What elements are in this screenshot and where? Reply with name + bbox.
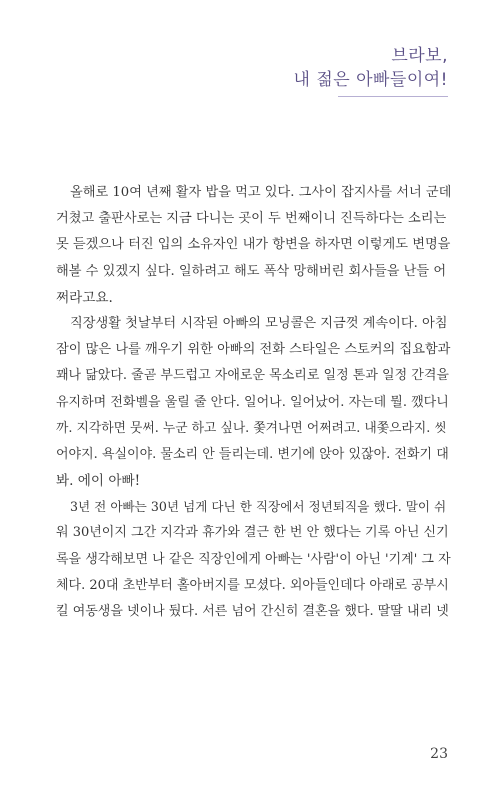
- page-number: 23: [430, 746, 448, 762]
- paragraph-1-line-2: 거쳤고 출판사로는 지금 다니는 곳이 두 번째이니 진득하다는 소리는: [56, 211, 447, 227]
- paragraph-1-line-3: 못 듣겠으나 터진 입의 소유자인 내가 항변을 하자면 이렇게도 변명을: [56, 237, 451, 253]
- paragraph-3-line-1: 3년 전 아빠는 30년 넘게 다닌 한 직장에서 정년퇴직을 했다. 말이 쉬: [70, 499, 447, 515]
- paragraph-2-line-2: 잠이 많은 나를 깨우기 위한 아빠의 전화 스타일은 스토커의 집요함과: [56, 342, 451, 358]
- paragraph-2-line-5: 까. 지각하면 뭇써. 누군 하고 싶나. 쫓겨나면 어쩌려고. 내쫓으라지. 씻: [56, 420, 447, 436]
- paragraph-3-line-2: 워 30년이지 그간 지각과 휴가와 결근 한 번 안 했다는 기록 아닌 신기: [56, 525, 449, 541]
- paragraph-2-line-4: 유지하며 전화벨을 울릴 줄 안다. 일어나. 일어났어. 자는데 뭘. 깼다니: [56, 394, 449, 410]
- paragraph-2-line-7: 봐. 에이 아빠!: [56, 473, 141, 490]
- paragraph-3-line-3: 록을 생각해보면 나 같은 직장인에게 아빠는 '사람'이 아닌 '기계' 그 자: [56, 551, 451, 567]
- paragraph-1-line-4: 해볼 수 있겠지 싶다. 일하려고 해도 폭삭 망해버린 회사들을 난들 어: [56, 263, 447, 279]
- paragraph-3-line-4: 체다. 20대 초반부터 홀아버지를 모셨다. 외아들인데다 아래로 공부시: [56, 577, 449, 593]
- paragraph-2-line-1: 직장생활 첫날부터 시작된 아빠의 모닝콜은 지금껏 계속이다. 아침: [70, 315, 448, 331]
- paragraph-2-line-6: 어야지. 욕실이야. 물소리 안 들리는데. 변기에 앉아 있잖아. 전화기 대: [56, 446, 449, 462]
- paragraph-3-line-5: 킬 여동생을 넷이나 뒀다. 서른 넘어 간신히 결혼을 했다. 딸딸 내리 넷: [56, 604, 449, 619]
- body-text: [56, 180, 451, 625]
- paragraph-2-line-3: 꽤나 닮았다. 줄곧 부드럽고 자애로운 목소리로 일정 톤과 일정 간격을: [56, 368, 449, 384]
- chapter-title-line-1: 브라보,: [391, 46, 448, 66]
- chapter-title-line-2: 내 젊은 아빠들이여!: [293, 70, 448, 90]
- chapter-title: [294, 44, 449, 92]
- paragraph-1-line-1: 올해로 10여 년째 활자 밥을 먹고 있다. 그사이 잡지사를 서너 군데: [70, 185, 452, 200]
- chapter-title-underline: [338, 96, 448, 97]
- paragraph-1-line-5: 쩌라고요.: [56, 289, 113, 306]
